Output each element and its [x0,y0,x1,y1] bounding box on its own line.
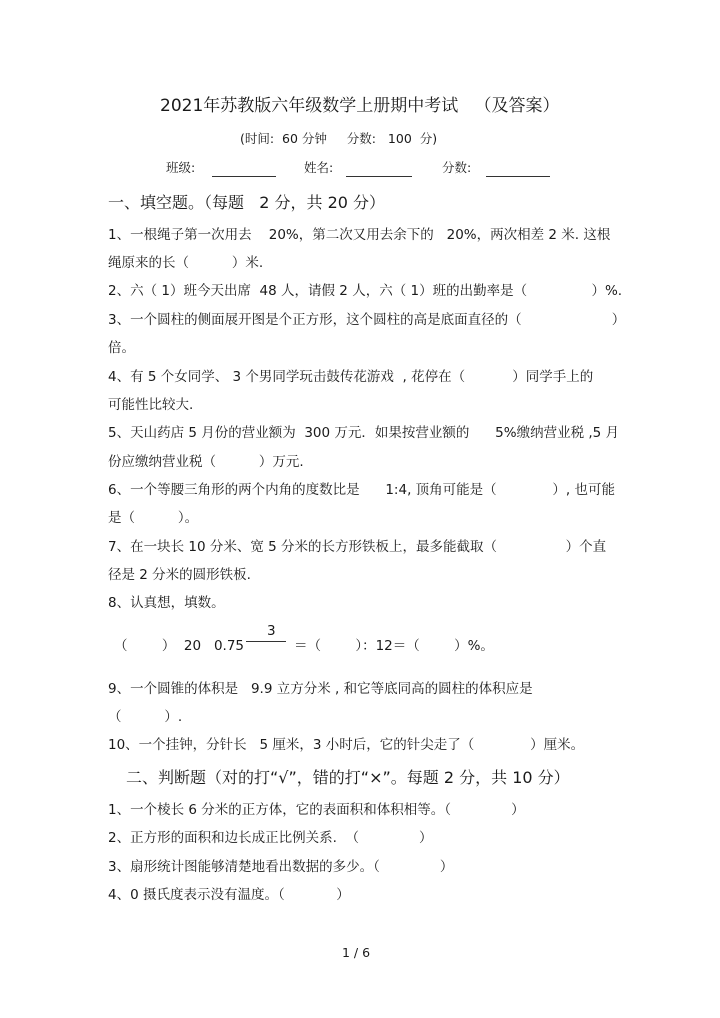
question-line: 3、一个圆柱的侧面展开图是个正方形，这个圆柱的高是底面直径的（ ） [108,312,626,328]
question-line: 可能性比较大. [108,397,194,413]
question-line: （ ）. [108,709,183,725]
question-line: 2、正方形的面积和边长成正比例关系. （ ） [108,830,433,846]
page-number: 1 / 6 [342,945,371,960]
question-line: 份应缴纳营业税（ ）万元. [108,454,304,470]
question-line: 4、0 摄氏度表示没有温度。（ ） [108,887,350,903]
question-line: 1、一个棱长 6 分米的正方体，它的表面积和体积相等。（ ） [108,802,525,818]
question-line: 倍。 [108,340,135,356]
question-line: 绳原来的长（ ）米. [108,255,264,271]
q8-numerator: 3 [267,623,276,639]
section-2-heading: 二、判断题（对的打“√”，错的打“×”。每题 2 分，共 10 分） [126,768,570,787]
question-line: 7、在一块长 10 分米、宽 5 分米的长方形铁板上，最多能截取（ ）个直 [108,539,607,555]
question-line: 5、天山药店 5 月份的营业额为 300 万元．如果按营业额的 5%缴纳营业税 ,5 月 [108,425,620,441]
question-line: 8、认真想，填数。 [108,595,225,611]
page-title: 2021年苏教版六年级数学上册期中考试 （及答案） [160,96,560,116]
name-label: 姓名: [304,160,334,175]
question-line: 是（ ）。 [108,510,199,526]
exam-meta: (时间: 60 分钟 分数: 100 分) [240,131,438,146]
fraction-bar [246,641,286,642]
question-line: 径是 2 分米的圆形铁板. [108,567,251,583]
class-field[interactable] [212,162,276,177]
score-label: 分数: [442,160,472,175]
question-line: 10、一个挂钟，分针长 5 厘米，3 小时后，它的针尖走了（ ）厘米。 [108,737,585,753]
question-line: 1、一根绳子第一次用去 20%，第二次又用去余下的 20%，两次相差 2 米. 这根 [108,227,611,243]
question-line: 2、六（ 1）班今天出席 48 人，请假 2 人，六（ 1）班的出勤率是（ ）%. [108,283,623,299]
name-field[interactable] [346,162,412,177]
section-1-heading: 一、填空题。（每题 2 分，共 20 分） [108,193,386,212]
class-label: 班级: [166,160,196,175]
q8-left: （ ） 20 0.75 [114,638,245,654]
question-line: 4、有 5 个女同学、 3 个男同学玩击鼓传花游戏 , 花停在（ ）同学手上的 [108,369,594,385]
question-line: 6、一个等腰三角形的两个内角的度数比是 1:4, 顶角可能是（ ）, 也可能 [108,482,616,498]
score-field[interactable] [486,162,550,177]
question-line: 9、一个圆锥的体积是 9.9 立方分米 , 和它等底同高的圆柱的体积应是 [108,681,533,697]
question-line: 3、扇形统计图能够清楚地看出数据的多少。（ ） [108,859,454,875]
q8-right: ＝（ ）：12＝（ ）%。 [294,638,494,654]
